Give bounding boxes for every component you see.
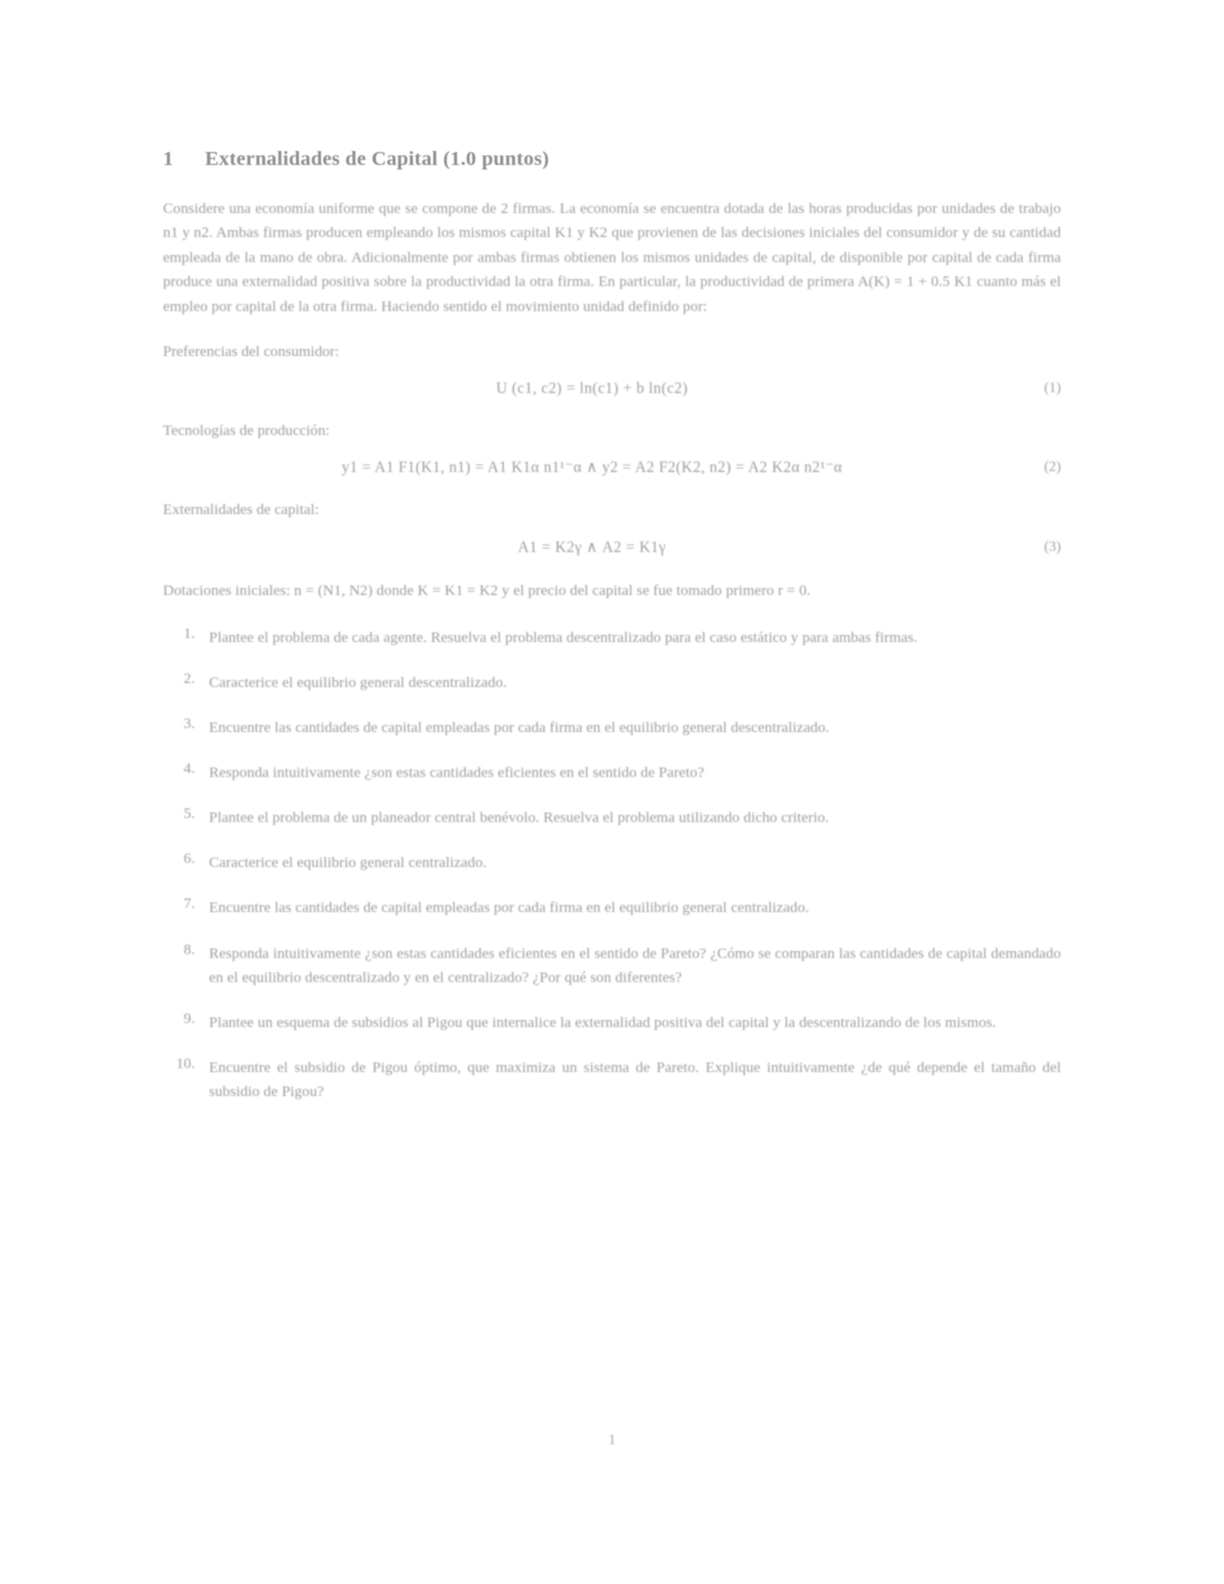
list-item-marker: 5. — [183, 806, 195, 823]
list-item-text: Plantee un esquema de subsidios al Pigou que internalice la externalidad positiva del capital y la descentralizando de los mismos. — [209, 1014, 996, 1031]
list-item — [163, 806, 1061, 830]
equation-production-number: (2) — [1044, 459, 1061, 476]
section-number: 1 — [163, 148, 174, 170]
list-item-marker: 2. — [183, 670, 195, 687]
list-item-marker: 6. — [183, 851, 195, 868]
equation-utility — [163, 380, 1061, 398]
equation-externalities — [163, 538, 1061, 557]
list-item — [163, 1056, 1061, 1104]
equation-production-body: y1 = A1 F1(K1, n1) = A1 K1α n1¹⁻α ∧ y2 = A2 F2(K2, n2) = A2 K2α n2¹⁻α — [341, 459, 843, 477]
list-item — [163, 761, 1061, 785]
list-item-marker: 7. — [183, 896, 195, 913]
externalities-label: Externalidades de capital: — [163, 502, 319, 519]
section-heading — [163, 148, 1061, 171]
equation-externalities-number: (3) — [1044, 539, 1061, 556]
list-item — [163, 896, 1061, 920]
list-item-marker: 10. — [176, 1055, 195, 1072]
list-item — [163, 626, 1061, 650]
list-item-text: Responda intuitivamente ¿son estas cantidades eficientes en el sentido de Pareto? — [209, 764, 705, 781]
page-content — [163, 148, 1061, 1125]
list-item-text: Encuentre el subsidio de Pigou óptimo, que maximiza un sistema de Pareto. Explique intuitivamente ¿de qué depende el tamaño del subsidio de Pigou? — [209, 1059, 1061, 1101]
list-item-marker: 4. — [183, 760, 195, 777]
list-item-text: Encuentre las cantidades de capital empleadas por cada firma en el equilibrio general centralizado. — [209, 900, 810, 917]
preferences-label: Preferencias del consumidor: — [163, 344, 340, 361]
intro-paragraph: Considere una economía uniforme que se compone de 2 firmas. La economía se encuentra dotada de las horas producidas por unidades de trabajo n1 y n2. Ambas firmas producen empleando los mismos capital K1 y K2 que provienen de las decisiones iniciales del consumidor y de su cantidad empleada de la mano de obra. Adicionalmente por ambas firmas obtienen los mismos unidades de capital, de disponible por capital de cada firma produce una externalidad positiva sobre la productividad la otra firma. En particular, la productividad de primera A(K) = 1 + 0.5 K1 cuanto más el empleo por capital de la otra firma. Haciendo sentido el movimiento unidad definido por: — [163, 201, 1061, 315]
endowments-paragraph: Dotaciones iniciales: n = (N1, N2) donde K = K1 = K2 y el precio del capital se fue tomado primero r = 0. — [163, 583, 811, 600]
list-item-text: Plantee el problema de cada agente. Resuelva el problema descentralizado para el caso estático y para ambas firmas. — [209, 629, 918, 646]
list-item — [163, 671, 1061, 695]
equation-utility-body: U (c1, c2) = ln(c1) + b ln(c2) — [496, 379, 688, 397]
list-item-marker: 9. — [183, 1010, 195, 1027]
equation-utility-number: (1) — [1044, 380, 1061, 397]
equation-externalities-body: A1 = K2γ ∧ A2 = K1γ — [517, 539, 667, 557]
technology-label: Tecnologías de producción: — [163, 422, 330, 439]
list-item-marker: 3. — [183, 715, 195, 732]
list-item-text: Encuentre las cantidades de capital empleadas por cada firma en el equilibrio general descentralizado. — [209, 719, 830, 736]
list-item — [163, 716, 1061, 740]
list-item — [163, 942, 1061, 990]
question-list — [163, 626, 1061, 1105]
list-item — [163, 851, 1061, 875]
list-item-marker: 1. — [183, 625, 195, 642]
page-number: 1 — [608, 1432, 616, 1448]
equation-production — [163, 458, 1061, 477]
list-item-text: Caracterice el equilibrio general centralizado. — [209, 855, 487, 872]
list-item-text: Responda intuitivamente ¿son estas cantidades eficientes en el sentido de Pareto? ¿Cómo se comparan las cantidades de capital demandado en el equilibrio descentralizado y en el centralizado? ¿Por qué son diferentes? — [209, 945, 1061, 986]
list-item-marker: 8. — [183, 941, 195, 958]
section-title: Externalidades de Capital (1.0 puntos) — [205, 148, 550, 170]
list-item — [163, 1011, 1061, 1035]
list-item-text: Plantee el problema de un planeador central benévolo. Resuelva el problema utilizando dicho criterio. — [209, 810, 829, 827]
list-item-text: Caracterice el equilibrio general descentralizado. — [209, 674, 507, 691]
